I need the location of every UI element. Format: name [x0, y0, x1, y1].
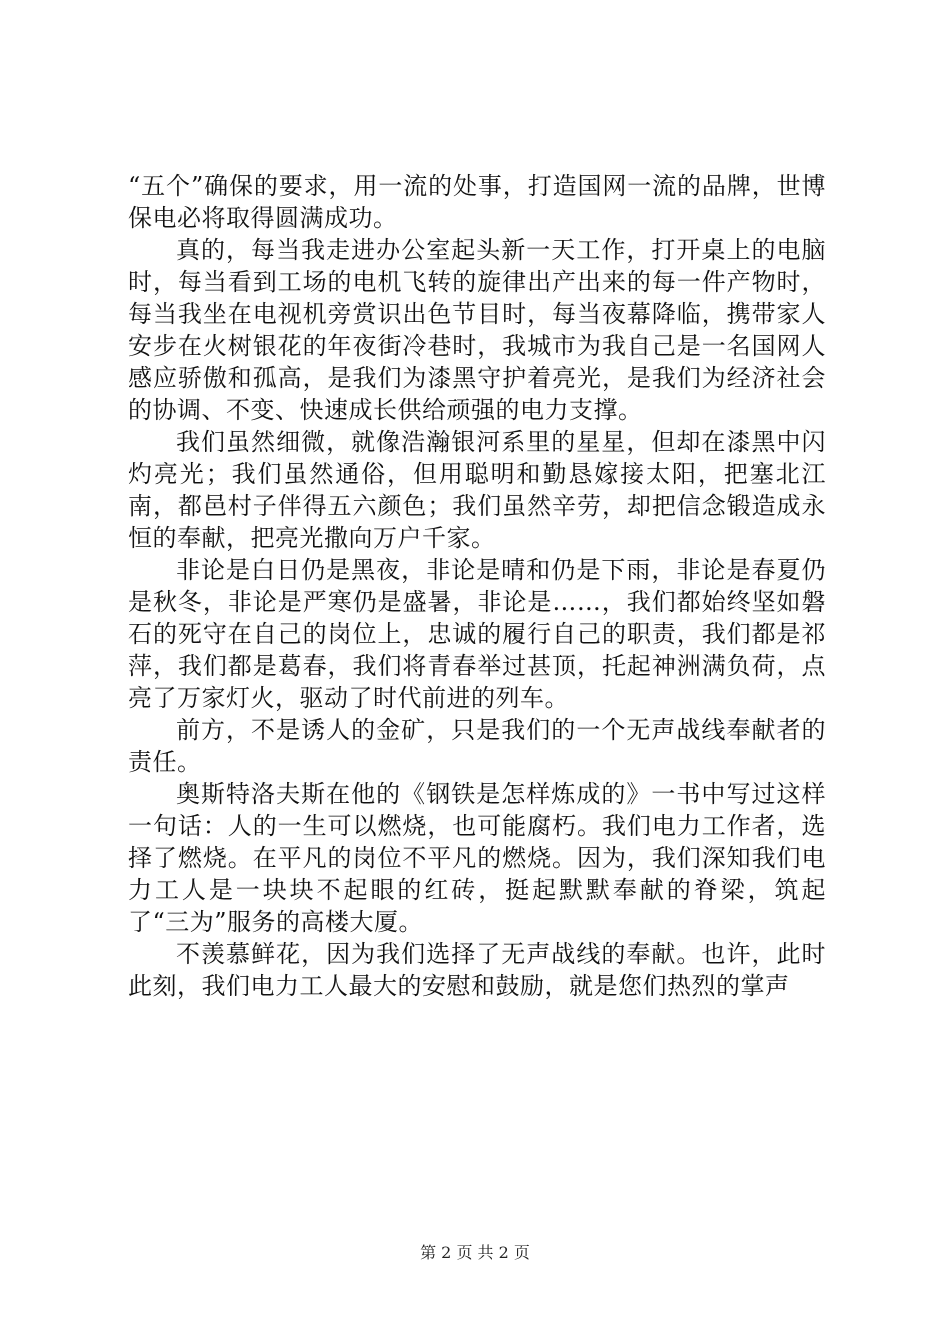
paragraph-3: 我们虽然细微，就像浩瀚银河系里的星星，但却在漆黑中闪灼亮光；我们虽然通俗，但用聪明和勤恳嫁接太阳，把塞北江南，都邑村子伴得五六颜色；我们虽然辛劳，却把信念锻造成永恒的奉献，把亮光撒向万户千家。 — [128, 428, 826, 552]
paragraph-4: 非论是白日仍是黑夜，非论是晴和仍是下雨，非论是春夏仍是秋冬，非论是严寒仍是盛暑，非论是……，我们都始终坚如磐石的死守在自己的岗位上，忠诚的履行自己的职责，我们都是祁萍，我们都是葛春，我们将青春举过甚顶，托起神洲满负荷，点亮了万家灯火，驱动了时代前进的列车。 — [128, 556, 826, 712]
paragraph-2: 真的，每当我走进办公室起头新一天工作，打开桌上的电脑时，每当看到工场的电机飞转的旋律出产出来的每一件产物时，每当我坐在电视机旁赏识出色节目时，每当夜幕降临，携带家人安步在火树银花的年夜街冷巷时，我城市为我自己是一名国网人感应骄傲和孤高，是我们为漆黑守护着亮光，是我们为经济社会的协调、不变、快速成长供给顽强的电力支撑。 — [128, 236, 826, 424]
paragraph-5: 前方，不是诱人的金矿，只是我们的一个无声战线奉献者的责任。 — [128, 716, 826, 776]
page-number-label: 第 2 页 共 2 页 — [420, 1243, 530, 1262]
paragraph-6: 奥斯特洛夫斯在他的《钢铁是怎样炼成的》一书中写过这样一句话：人的一生可以燃烧，也可能腐朽。我们电力工作者，选择了燃烧。在平凡的岗位不平凡的燃烧。因为，我们深知我们电力工人是一块块不起眼的红砖，挺起默默奉献的脊梁，筑起了“三为”服务的高楼大厦。 — [128, 780, 826, 936]
document-body — [128, 170, 826, 1002]
paragraph-1: “五个”确保的要求，用一流的处事，打造国网一流的品牌，世博保电必将取得圆满成功。 — [128, 172, 826, 232]
paragraph-7: 不羡慕鲜花，因为我们选择了无声战线的奉献。也许，此时此刻，我们电力工人最大的安慰和鼓励，就是您们热烈的掌声 — [128, 940, 826, 1000]
page-footer — [0, 1243, 950, 1263]
